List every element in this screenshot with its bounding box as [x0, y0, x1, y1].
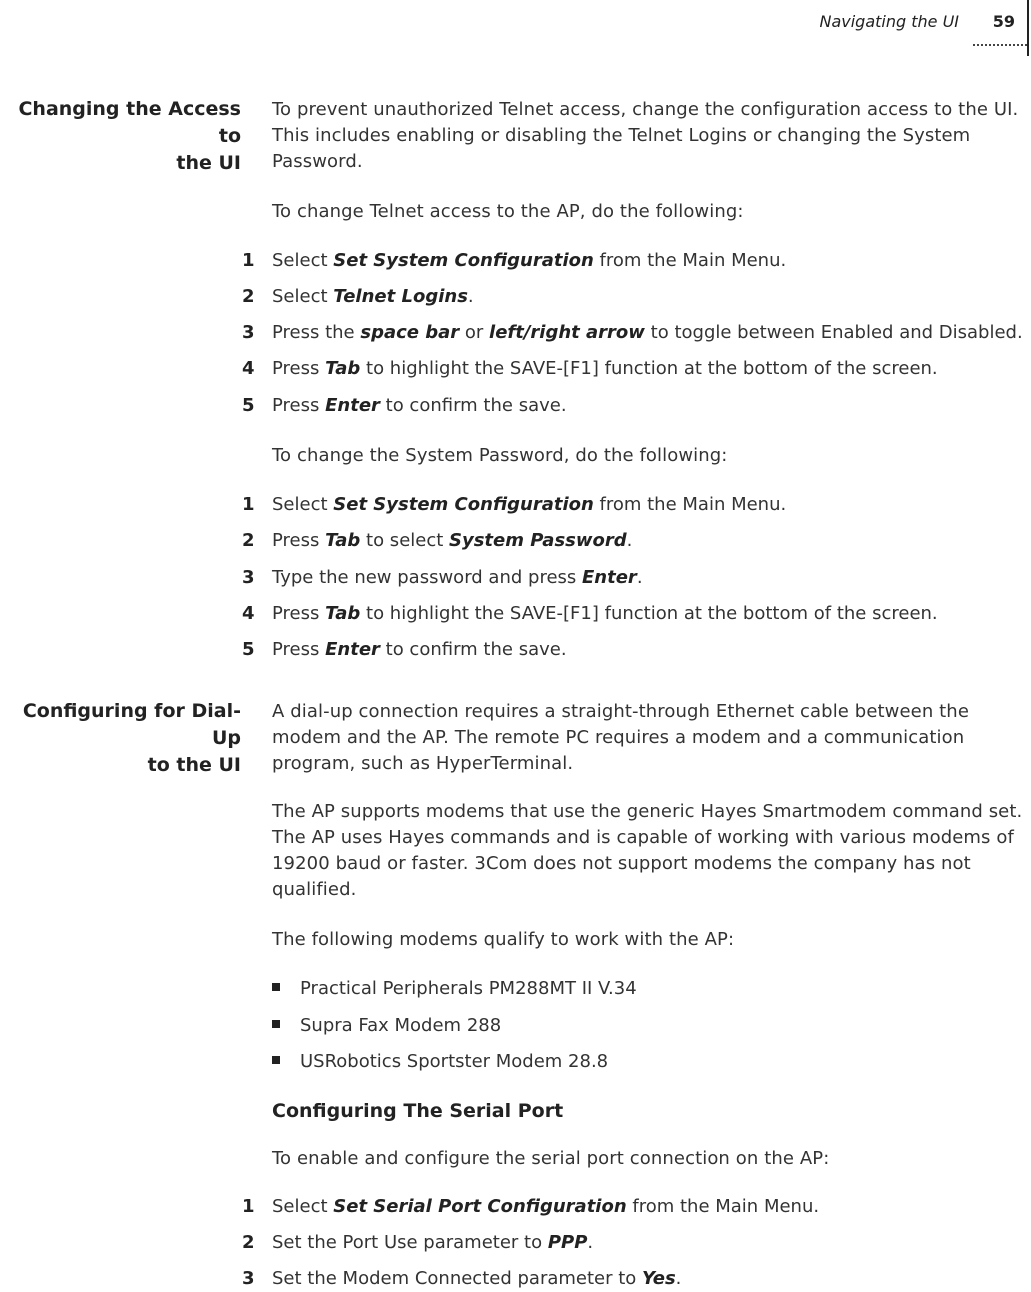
- header-rule: [1027, 0, 1029, 56]
- list-item: 2 Set the Port Use parameter to PPP.: [242, 1232, 594, 1253]
- list-item: 3 Type the new password and press Enter.: [242, 567, 643, 588]
- intro-paragraph: [272, 97, 1029, 175]
- bullet-square-icon: [272, 1056, 280, 1064]
- password-intro: To change the System Password, do the following:: [272, 445, 728, 466]
- text-line: To prevent unauthorized Telnet access, change the configuration access to the UI.: [272, 99, 1019, 120]
- list-item: 3 Set the Modem Connected parameter to Yes.: [242, 1268, 682, 1289]
- text-line: This includes enabling or disabling the Telnet Logins or changing the System: [272, 125, 971, 146]
- subheading-serial-port: Configuring The Serial Port: [272, 1100, 564, 1122]
- list-item: 1 Select Set System Configuration from the Main Menu.: [242, 494, 787, 515]
- list-item: 4 Press Tab to highlight the SAVE-[F1] function at the bottom of the screen.: [242, 603, 938, 624]
- serial-intro: To enable and configure the serial port connection on the AP:: [272, 1148, 830, 1169]
- list-item: 4 Press Tab to highlight the SAVE-[F1] function at the bottom of the screen.: [242, 358, 938, 379]
- heading-line: Changing the Access to: [18, 98, 241, 147]
- text-line: program, such as HyperTerminal.: [272, 753, 574, 774]
- list-item: 2 Press Tab to select System Password.: [242, 530, 633, 551]
- header-dotted-rule: [973, 40, 1027, 46]
- list-item: 1 Select Set System Configuration from the Main Menu.: [242, 250, 787, 271]
- heading-line: the UI: [176, 152, 241, 174]
- text-line: 19200 baud or faster. 3Com does not support modems the company has not: [272, 853, 971, 874]
- list-item: 3 Press the space bar or left/right arrow to toggle between Enabled and Disabled.: [242, 322, 1023, 343]
- bullet-item: USRobotics Sportster Modem 28.8: [272, 1049, 1029, 1075]
- heading-line: to the UI: [147, 754, 241, 776]
- list-item: 1 Select Set Serial Port Configuration from the Main Menu.: [242, 1196, 820, 1217]
- text-line: A dial-up connection requires a straight-through Ethernet cable between the: [272, 701, 969, 722]
- page-number: 59: [992, 12, 1015, 31]
- telnet-intro: To change Telnet access to the AP, do the following:: [272, 201, 744, 222]
- text-line: Password.: [272, 151, 363, 172]
- modems-intro: The following modems qualify to work with the AP:: [272, 929, 735, 950]
- dialup-paragraph: [272, 699, 1029, 777]
- section-heading-dial-up: [0, 698, 241, 779]
- hayes-paragraph: [272, 799, 1029, 903]
- text-line: qualified.: [272, 879, 357, 900]
- text-line: The AP supports modems that use the generic Hayes Smartmodem command set.: [272, 801, 1023, 822]
- heading-line: Configuring for Dial-Up: [22, 700, 241, 749]
- text-line: modem and the AP. The remote PC requires a modem and a communication: [272, 727, 965, 748]
- bullet-item: Supra Fax Modem 288: [272, 1013, 1029, 1039]
- text-line: The AP uses Hayes commands and is capable of working with various modems of: [272, 827, 1014, 848]
- bullet-square-icon: [272, 983, 280, 991]
- list-item: 5 Press Enter to confirm the save.: [242, 395, 567, 416]
- list-item: 2 Select Telnet Logins.: [242, 286, 474, 307]
- section-heading-changing-access: [0, 96, 241, 177]
- bullet-square-icon: [272, 1020, 280, 1028]
- list-item: 5 Press Enter to confirm the save.: [242, 639, 567, 660]
- running-header-title: Navigating the UI: [819, 12, 959, 31]
- bullet-item: Practical Peripherals PM288MT II V.34: [272, 976, 1029, 1002]
